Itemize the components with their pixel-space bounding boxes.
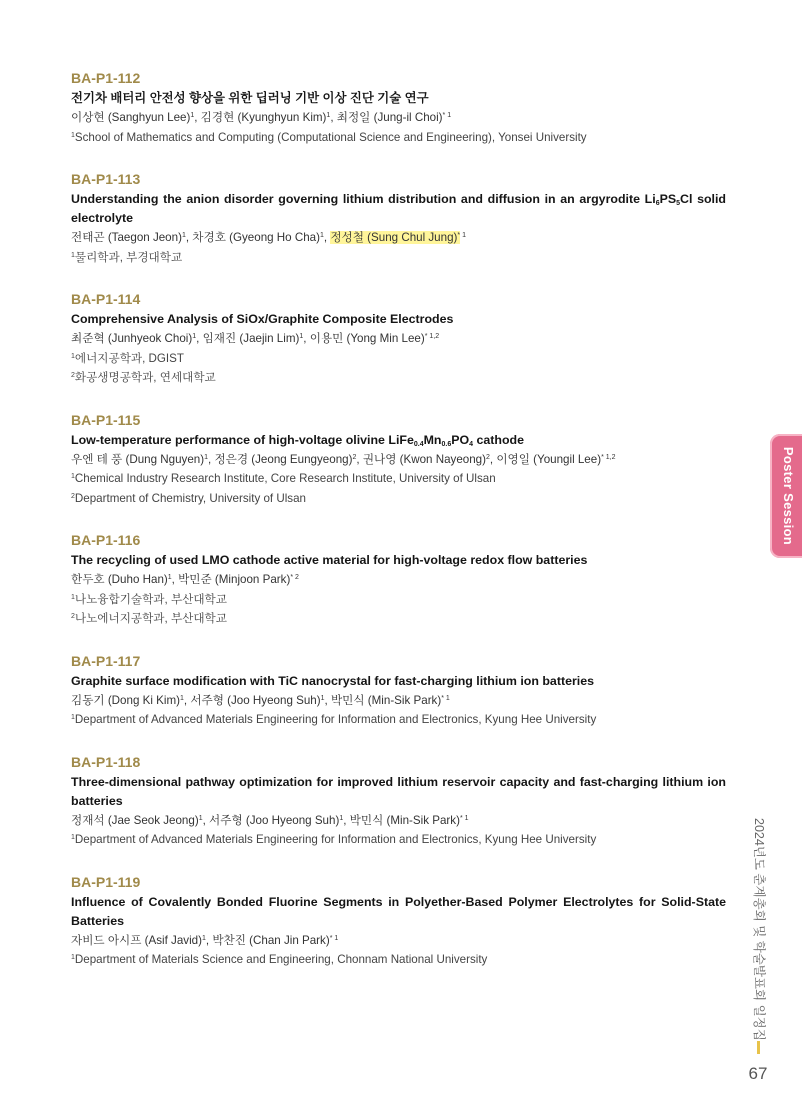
poster-entry xyxy=(71,872,726,970)
poster-title: Three-dimensional pathway optimization for improved lithium reservoir capacity and fast-charging lithium ion batteries xyxy=(71,774,726,808)
poster-title: Understanding the anion disorder governing lithium distribution and diffusion in an argyrodite $Li_6PS_5Cl$ solid electrolyte xyxy=(71,192,727,225)
abstract-list xyxy=(71,68,726,992)
poster-affiliations xyxy=(71,349,726,388)
poster-authors: 우엔 테 풍 (Dung Nguyen)$^1$, 정은경 (Jeong Eungyeong)$^2$, 권나영 (Kwon Nayeong)$^2$, 이영일 (Youngil Lee)$^{* 1,2}$ xyxy=(71,452,616,466)
affiliation-line: $^1$물리학과, 부경대학교 xyxy=(71,250,183,264)
poster-authors: 정재석 (Jae Seok Jeong)$^1$, 서주형 (Joo Hyeong Suh)$^1$, 박민식 (Min-Sik Park)$^{* 1}$ xyxy=(71,813,469,827)
poster-code: BA-P1-113 xyxy=(71,171,141,187)
poster-code: BA-P1-117 xyxy=(71,652,141,669)
poster-entry xyxy=(71,289,726,388)
poster-affiliations xyxy=(71,248,726,268)
poster-title: The recycling of used LMO cathode active material for high-voltage redox flow batteries xyxy=(71,553,588,567)
poster-title: Low-temperature performance of high-voltage olivine $LiFe_{0.4}Mn_{0.6}PO_4$ cathode xyxy=(71,432,524,448)
poster-authors: 한두호 (Duho Han)$^1$, 박민준 (Minjoon Park)$^{* 2}$ xyxy=(71,573,299,586)
poster-entry xyxy=(71,752,726,850)
page-number: 67 xyxy=(748,1064,768,1083)
accent-bar xyxy=(757,1041,760,1054)
running-title: 2024년도 춘계총회 및 학술발표회 일정집 xyxy=(752,818,766,1041)
affiliation-line: $^2$나노에너지공학과, 부산대학교 xyxy=(71,612,227,625)
poster-session-tab-label: Poster Session xyxy=(781,446,796,546)
affiliation-line: $^1$에너지공학과, DGIST xyxy=(71,351,184,365)
poster-code: BA-P1-119 xyxy=(71,873,141,890)
poster-authors: 김동기 (Dong Ki Kim)$^1$, 서주형 (Joo Hyeong Suh)$^1$, 박민식 (Min-Sik Park)$^{* 1}$ xyxy=(71,693,450,707)
affiliation-line: $^1$Department of Advanced Materials Engineering for Information and Electronics, Kyung Hee University xyxy=(71,713,597,726)
poster-entry xyxy=(71,169,726,267)
poster-entry xyxy=(71,68,726,147)
poster-code: BA-P1-114 xyxy=(71,291,141,307)
poster-authors: 전태곤 (Taegon Jeon)$^1$, 차경호 (Gyeong Ho Cha)$^1$, 정성철 (Sung Chul Jung)* $^1$ xyxy=(71,231,466,244)
poster-affiliations xyxy=(71,710,726,730)
affiliation-line: $^2$Department of Chemistry, University of Ulsan xyxy=(71,491,306,505)
poster-title: Influence of Covalently Bonded Fluorine Segments in Polyether-Based Polymer Electrolytes for Solid-State Batteries xyxy=(71,894,726,928)
affiliation-line: $^1$나노융합기술학과, 부산대학교 xyxy=(71,592,227,606)
poster-affiliations xyxy=(71,590,726,629)
poster-authors: 최준혁 (Junhyeok Choi)$^1$, 임재진 (Jaejin Lim)$^1$, 이용민 (Yong Min Lee)$^{* 1,2}$ xyxy=(71,332,440,345)
poster-code: BA-P1-115 xyxy=(71,411,141,428)
affiliation-line: $^1$School of Mathematics and Computing (Computational Science and Engineering), Yonsei University xyxy=(71,130,587,144)
poster-affiliations xyxy=(71,830,726,850)
poster-title: Graphite surface modification with TiC nanocrystal for fast-charging lithium ion batteries xyxy=(71,673,595,688)
poster-code: BA-P1-112 xyxy=(71,70,141,86)
affiliation-line: $^1$Chemical Industry Research Institute, Core Research Institute, University of Ulsan xyxy=(71,472,496,485)
poster-title: Comprehensive Analysis of SiOx/Graphite Composite Electrodes xyxy=(71,312,454,326)
poster-code: BA-P1-116 xyxy=(71,532,141,548)
poster-affiliations xyxy=(71,469,726,508)
affiliation-line: $^1$Department of Materials Science and Engineering, Chonnam National University xyxy=(71,953,488,966)
poster-code: BA-P1-118 xyxy=(71,753,141,770)
poster-session-tab[interactable] xyxy=(770,434,802,558)
poster-affiliations xyxy=(71,128,726,148)
affiliation-line: $^2$화공생명공학과, 연세대학교 xyxy=(71,371,216,384)
poster-affiliations xyxy=(71,950,726,970)
poster-authors: 이상현 (Sanghyun Lee)$^1$, 김경현 (Kyunghyun Kim)$^1$, 최정일 (Jung-il Choi)$^{* 1}$ xyxy=(71,111,452,124)
poster-authors: 자비드 아시프 (Asif Javid)$^1$, 박찬진 (Chan Jin Park)$^{* 1}$ xyxy=(71,933,339,947)
affiliation-line: $^1$Department of Advanced Materials Engineering for Information and Electronics, Kyung Hee University xyxy=(71,833,597,846)
poster-title: 전기차 배터리 안전성 향상을 위한 딥러닝 기반 이상 진단 기술 연구 xyxy=(71,91,429,105)
poster-entry xyxy=(71,651,726,730)
poster-entry xyxy=(71,410,726,509)
poster-entry xyxy=(71,530,726,629)
